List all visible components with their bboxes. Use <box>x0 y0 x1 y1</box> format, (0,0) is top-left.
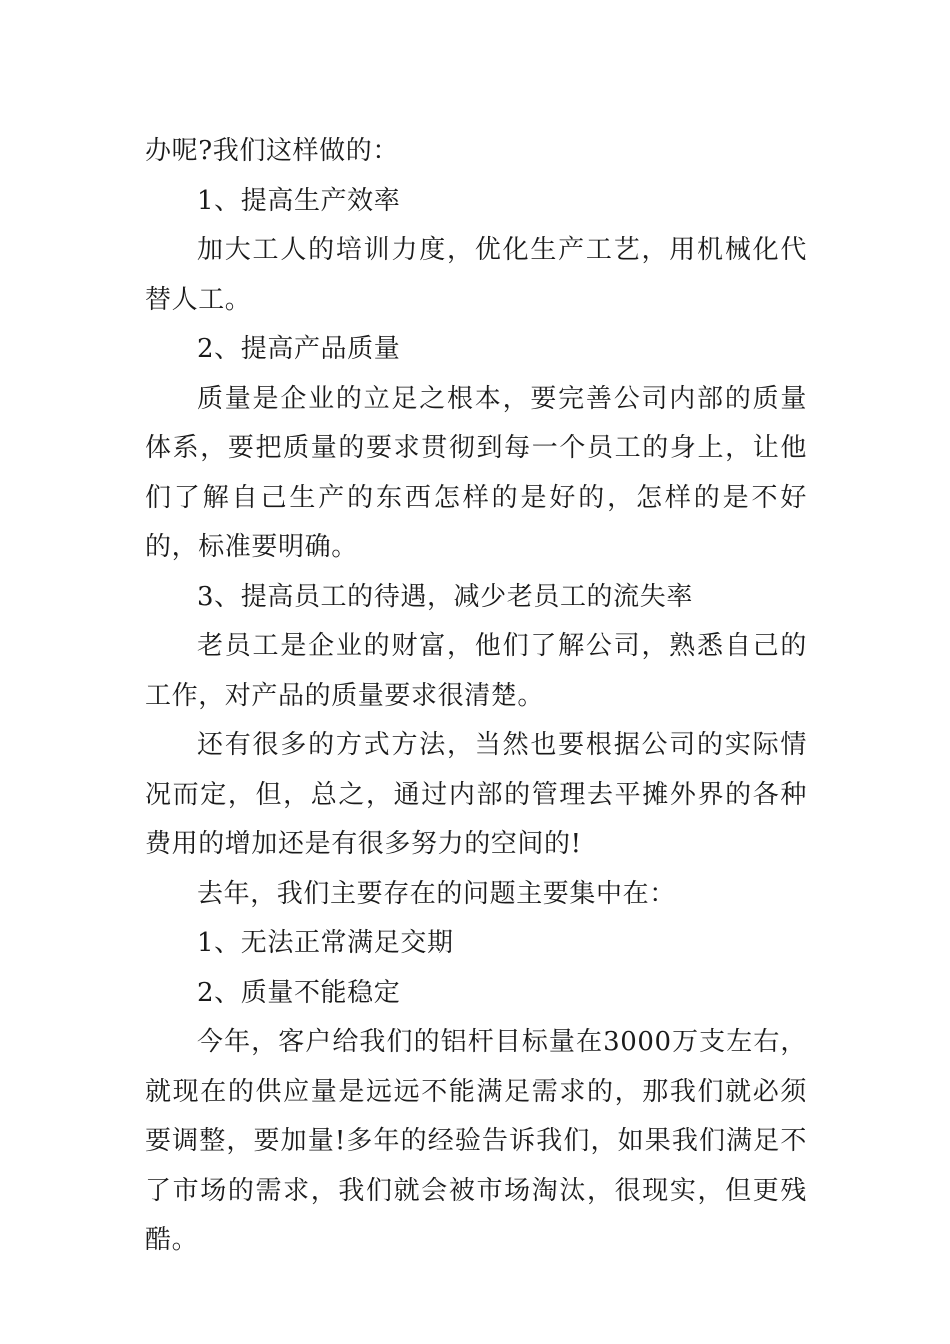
heading-employee-benefits: 3、提高员工的待遇，减少老员工的流失率 <box>197 581 693 612</box>
document-body <box>145 127 807 1266</box>
heading-improve-efficiency: 1、提高生产效率 <box>197 185 401 216</box>
heading-improve-quality: 2、提高产品质量 <box>197 334 401 364</box>
list-item-quality-stability: 2、质量不能稳定 <box>197 977 401 1008</box>
paragraph-this-year-target: 今年，客户给我们的铝杆目标量在3000万支左右，就现在的供应量是远远不能满足需求的，那我们就必须要调整，要加量!多年的经验告诉我们，如果我们满足不了市场的需求，我们就会被市场淘汰，很现实，但更残酷。 <box>145 1027 807 1255</box>
paragraph-other-methods: 还有很多的方式方法，当然也要根据公司的实际情况而定，但，总之，通过内部的管理去平摊外界的各种费用的增加还是有很多努力的空间的! <box>145 730 807 859</box>
paragraph-efficiency: 加大工人的培训力度，优化生产工艺，用机械化代替人工。 <box>145 235 807 315</box>
paragraph-employee-benefits: 老员工是企业的财富，他们了解公司，熟悉自己的工作，对产品的质量要求很清楚。 <box>145 631 807 711</box>
paragraph-continuation: 办呢?我们这样做的： <box>145 136 399 166</box>
list-item-delivery: 1、无法正常满足交期 <box>197 928 454 958</box>
paragraph-last-year-problems: 去年，我们主要存在的问题主要集中在： <box>197 878 676 909</box>
paragraph-quality: 质量是企业的立足之根本，要完善公司内部的质量体系，要把质量的要求贯彻到每一个员工的身上，让他们了解自己生产的东西怎样的是好的，怎样的是不好的，标准要明确。 <box>145 383 807 562</box>
